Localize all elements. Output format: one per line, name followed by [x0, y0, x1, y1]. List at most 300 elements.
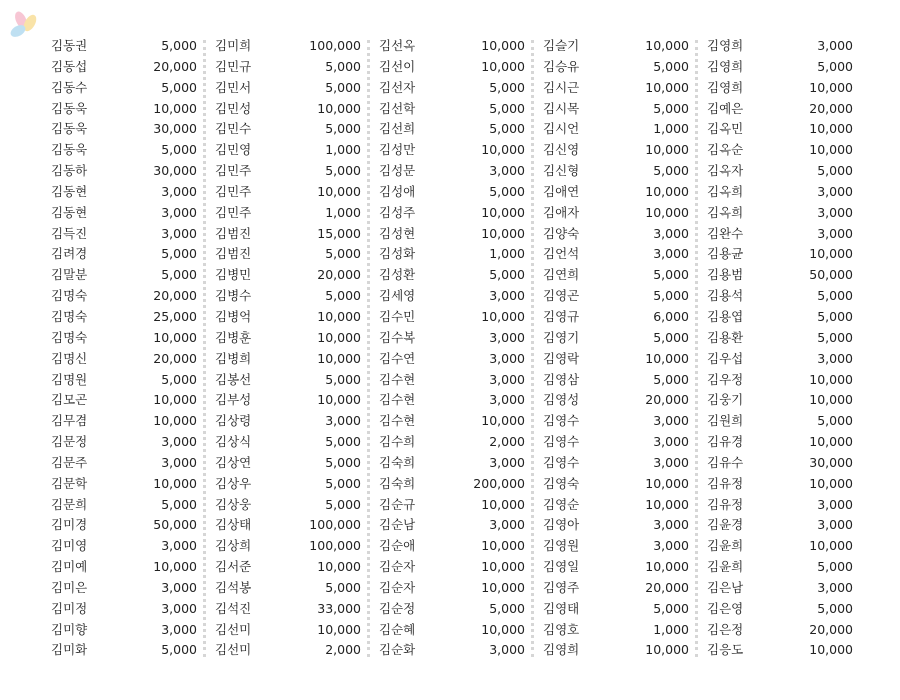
- donor-row: [370, 349, 534, 370]
- donor-name: 김수희: [379, 434, 416, 450]
- donation-amount: 10,000: [809, 434, 853, 450]
- donor-row: [534, 265, 698, 286]
- donation-amount: 10,000: [153, 100, 197, 116]
- donation-amount: 2,000: [489, 434, 525, 450]
- donation-amount: 25,000: [153, 308, 197, 324]
- donor-name: 김영호: [543, 621, 580, 637]
- donor-row: [534, 78, 698, 99]
- donor-row: [206, 161, 370, 182]
- donor-row: [42, 557, 206, 578]
- donation-amount: 5,000: [489, 100, 525, 116]
- donor-row: [42, 57, 206, 78]
- donor-row: [370, 599, 534, 620]
- donor-row: [534, 349, 698, 370]
- donor-name: 김성애: [379, 183, 416, 199]
- donation-amount: 3,000: [161, 600, 197, 616]
- donation-amount: 20,000: [645, 392, 689, 408]
- donor-row: [42, 432, 206, 453]
- donation-amount: 10,000: [317, 329, 361, 345]
- donor-name: 김영수: [543, 434, 580, 450]
- donor-name: 김득진: [51, 225, 88, 241]
- donor-name: 김민서: [215, 79, 252, 95]
- donation-amount: 100,000: [309, 517, 361, 533]
- donor-row: [698, 224, 862, 245]
- donor-name: 김병수: [215, 288, 252, 304]
- donation-amount: 20,000: [153, 288, 197, 304]
- donor-name: 김성환: [379, 267, 416, 283]
- donation-amount: 10,000: [809, 79, 853, 95]
- donor-name: 김우섭: [707, 350, 744, 366]
- donor-name: 김윤희: [707, 538, 744, 554]
- donor-row: [42, 286, 206, 307]
- donation-amount: 10,000: [809, 371, 853, 387]
- donation-amount: 3,000: [489, 517, 525, 533]
- donor-name: 김봉선: [215, 371, 252, 387]
- donation-amount: 3,000: [489, 163, 525, 179]
- donation-amount: 20,000: [317, 267, 361, 283]
- donor-row: [370, 182, 534, 203]
- donation-amount: 5,000: [817, 58, 853, 74]
- donor-name: 김동하: [51, 163, 88, 179]
- donor-name: 김예은: [707, 100, 744, 116]
- donor-name: 김선이: [379, 58, 416, 74]
- donation-amount: 3,000: [653, 454, 689, 470]
- donor-row: [370, 640, 534, 661]
- donor-name: 김상령: [215, 413, 252, 429]
- donor-name: 김영희: [707, 58, 744, 74]
- donation-amount: 5,000: [817, 559, 853, 575]
- donor-name: 김영원: [543, 538, 580, 554]
- donation-amount: 10,000: [809, 538, 853, 554]
- donor-row: [206, 78, 370, 99]
- donor-row: [206, 495, 370, 516]
- donation-amount: 30,000: [153, 163, 197, 179]
- donation-amount: 10,000: [809, 392, 853, 408]
- donation-amount: 5,000: [817, 308, 853, 324]
- donation-amount: 10,000: [153, 475, 197, 491]
- donation-amount: 1,000: [489, 246, 525, 262]
- donor-row: [206, 515, 370, 536]
- donor-row: [42, 349, 206, 370]
- donation-amount: 50,000: [809, 267, 853, 283]
- donation-amount: 20,000: [809, 621, 853, 637]
- donation-amount: 3,000: [161, 538, 197, 554]
- donation-amount: 10,000: [317, 183, 361, 199]
- donor-row: [534, 286, 698, 307]
- donation-amount: 10,000: [153, 413, 197, 429]
- donor-name: 김옥순: [707, 142, 744, 158]
- donor-name: 김영곤: [543, 288, 580, 304]
- donor-row: [206, 265, 370, 286]
- donation-amount: 5,000: [161, 371, 197, 387]
- donor-row: [206, 390, 370, 411]
- donation-amount: 5,000: [161, 496, 197, 512]
- donor-name: 김영삼: [543, 371, 580, 387]
- donation-amount: 1,000: [653, 621, 689, 637]
- donor-row: [42, 182, 206, 203]
- donor-row: [206, 536, 370, 557]
- donation-amount: 3,000: [489, 329, 525, 345]
- donor-name: 김영희: [707, 79, 744, 95]
- donation-amount: 5,000: [325, 454, 361, 470]
- donation-amount: 10,000: [809, 246, 853, 262]
- donation-amount: 10,000: [645, 559, 689, 575]
- donor-row: [534, 515, 698, 536]
- donor-row: [206, 557, 370, 578]
- donor-row: [370, 578, 534, 599]
- donation-amount: 100,000: [309, 538, 361, 554]
- donor-name: 김병훈: [215, 329, 252, 345]
- donor-name: 김완수: [707, 225, 744, 241]
- donor-row: [534, 411, 698, 432]
- donor-name: 김민주: [215, 163, 252, 179]
- donor-column: [698, 36, 862, 661]
- donation-amount: 5,000: [325, 371, 361, 387]
- donor-name: 김용엽: [707, 308, 744, 324]
- donor-name: 김순정: [379, 600, 416, 616]
- donor-row: [206, 244, 370, 265]
- donation-amount: 5,000: [325, 163, 361, 179]
- donor-name: 김유정: [707, 496, 744, 512]
- donation-amount: 10,000: [153, 392, 197, 408]
- donor-name: 김상연: [215, 454, 252, 470]
- donation-amount: 5,000: [653, 288, 689, 304]
- donor-row: [698, 557, 862, 578]
- donor-name: 김은남: [707, 579, 744, 595]
- donor-row: [534, 244, 698, 265]
- donation-amount: 5,000: [161, 79, 197, 95]
- donor-row: [534, 57, 698, 78]
- donor-name: 김명숙: [51, 288, 88, 304]
- donor-name: 김옥희: [707, 183, 744, 199]
- donation-amount: 3,000: [161, 621, 197, 637]
- donor-row: [698, 536, 862, 557]
- donor-name: 김영성: [543, 392, 580, 408]
- donor-name: 김선미: [215, 642, 252, 658]
- donor-name: 김선희: [379, 121, 416, 137]
- donor-name: 김범진: [215, 246, 252, 262]
- donor-name: 김시언: [543, 121, 580, 137]
- donor-row: [534, 453, 698, 474]
- donor-row: [42, 453, 206, 474]
- donation-amount: 10,000: [481, 496, 525, 512]
- donor-name: 김미희: [215, 38, 252, 53]
- donor-name: 김동욱: [51, 121, 88, 137]
- donation-amount: 1,000: [325, 142, 361, 158]
- donor-name: 김선자: [379, 79, 416, 95]
- donation-amount: 10,000: [645, 79, 689, 95]
- donation-amount: 10,000: [481, 38, 525, 53]
- donor-row: [370, 57, 534, 78]
- donor-name: 김수복: [379, 329, 416, 345]
- donation-amount: 20,000: [809, 100, 853, 116]
- donor-name: 김영희: [543, 642, 580, 658]
- donor-row: [698, 265, 862, 286]
- donor-row: [42, 161, 206, 182]
- donor-row: [370, 224, 534, 245]
- donor-name: 김영아: [543, 517, 580, 533]
- donor-name: 김용석: [707, 288, 744, 304]
- donor-row: [534, 161, 698, 182]
- donor-name: 김동섭: [51, 58, 88, 74]
- donor-row: [534, 99, 698, 120]
- donor-row: [206, 411, 370, 432]
- donor-row: [534, 432, 698, 453]
- donor-row: [534, 182, 698, 203]
- donor-row: [370, 453, 534, 474]
- donation-amount: 5,000: [489, 183, 525, 199]
- donation-amount: 10,000: [481, 538, 525, 554]
- donation-amount: 3,000: [817, 225, 853, 241]
- donor-row: [206, 349, 370, 370]
- donor-name: 김숙희: [379, 475, 416, 491]
- donor-name: 김민수: [215, 121, 252, 137]
- donor-name: 김말분: [51, 267, 88, 283]
- donation-amount: 3,000: [489, 642, 525, 658]
- donation-amount: 10,000: [645, 350, 689, 366]
- donor-row: [370, 620, 534, 641]
- donor-row: [698, 515, 862, 536]
- donor-name: 김윤희: [707, 559, 744, 575]
- donor-row: [698, 161, 862, 182]
- donor-name: 김동수: [51, 79, 88, 95]
- donor-row: [698, 370, 862, 391]
- donor-name: 김유경: [707, 434, 744, 450]
- donor-name: 김유수: [707, 454, 744, 470]
- donor-row: [370, 161, 534, 182]
- donor-name: 김동권: [51, 38, 88, 53]
- donation-amount: 5,000: [161, 642, 197, 658]
- donor-row: [42, 515, 206, 536]
- donation-amount: 10,000: [317, 350, 361, 366]
- donor-name: 김순규: [379, 496, 416, 512]
- donor-column: [370, 36, 534, 661]
- donation-amount: 5,000: [653, 100, 689, 116]
- donation-amount: 10,000: [645, 475, 689, 491]
- donor-row: [698, 99, 862, 120]
- donor-row: [698, 57, 862, 78]
- donor-row: [698, 328, 862, 349]
- donor-name: 김시근: [543, 79, 580, 95]
- donor-row: [206, 224, 370, 245]
- donor-name: 김옥민: [707, 121, 744, 137]
- donor-name: 김문정: [51, 434, 88, 450]
- donor-row: [698, 140, 862, 161]
- donor-row: [42, 640, 206, 661]
- donor-row: [206, 620, 370, 641]
- donor-name: 김웅기: [707, 392, 744, 408]
- donor-row: [42, 390, 206, 411]
- donor-name: 김상웅: [215, 496, 252, 512]
- donor-row: [370, 99, 534, 120]
- donor-row: [370, 432, 534, 453]
- donor-name: 김석봉: [215, 579, 252, 595]
- donor-name: 김서준: [215, 559, 252, 575]
- donor-name: 김연희: [543, 267, 580, 283]
- donor-name: 김양숙: [543, 225, 580, 241]
- donation-amount: 3,000: [325, 413, 361, 429]
- donor-row: [370, 286, 534, 307]
- donor-row: [534, 640, 698, 661]
- donor-row: [534, 578, 698, 599]
- donor-row: [370, 536, 534, 557]
- donation-amount: 6,000: [653, 308, 689, 324]
- donation-amount: 3,000: [489, 454, 525, 470]
- donor-name: 김민주: [215, 183, 252, 199]
- donation-amount: 3,000: [817, 204, 853, 220]
- donor-row: [370, 328, 534, 349]
- donor-row: [42, 36, 206, 57]
- donation-amount: 10,000: [317, 100, 361, 116]
- donor-row: [534, 557, 698, 578]
- donor-row: [206, 307, 370, 328]
- donation-amount: 5,000: [653, 267, 689, 283]
- donor-row: [370, 474, 534, 495]
- donor-name: 김세영: [379, 288, 416, 304]
- donation-amount: 5,000: [325, 79, 361, 95]
- donor-name: 김명숙: [51, 329, 88, 345]
- donor-name: 김모곤: [51, 392, 88, 408]
- donor-name: 김미향: [51, 621, 88, 637]
- donor-row: [370, 78, 534, 99]
- donor-name: 김수현: [379, 392, 416, 408]
- donor-row: [42, 328, 206, 349]
- donor-name: 김병희: [215, 350, 252, 366]
- donation-amount: 3,000: [161, 204, 197, 220]
- donor-row: [42, 99, 206, 120]
- donor-row: [206, 474, 370, 495]
- donation-amount: 5,000: [325, 58, 361, 74]
- donor-name: 김문학: [51, 475, 88, 491]
- donor-name: 김우정: [707, 371, 744, 387]
- donor-name: 김용환: [707, 329, 744, 345]
- donor-name: 김시목: [543, 100, 580, 116]
- donor-row: [42, 140, 206, 161]
- donor-row: [698, 119, 862, 140]
- donation-amount: 3,000: [653, 413, 689, 429]
- donor-row: [206, 203, 370, 224]
- donation-amount: 3,000: [817, 183, 853, 199]
- donor-name: 김동욱: [51, 100, 88, 116]
- donor-row: [534, 390, 698, 411]
- donor-row: [698, 495, 862, 516]
- donation-amount: 30,000: [153, 121, 197, 137]
- donation-amount: 3,000: [817, 579, 853, 595]
- donor-name: 김순화: [379, 642, 416, 658]
- donor-name: 김영순: [543, 496, 580, 512]
- donation-amount: 10,000: [317, 392, 361, 408]
- donor-row: [698, 578, 862, 599]
- donation-amount: 3,000: [489, 288, 525, 304]
- donor-row: [534, 474, 698, 495]
- donor-name: 김상태: [215, 517, 252, 533]
- donor-name: 김민성: [215, 100, 252, 116]
- donation-amount: 10,000: [481, 58, 525, 74]
- donation-amount: 3,000: [653, 246, 689, 262]
- donation-amount: 2,000: [325, 642, 361, 658]
- donor-name: 김려경: [51, 246, 88, 262]
- donor-row: [698, 390, 862, 411]
- donor-name: 김영숙: [543, 475, 580, 491]
- donation-amount: 10,000: [645, 204, 689, 220]
- donor-name: 김수현: [379, 413, 416, 429]
- donor-row: [370, 140, 534, 161]
- donor-row: [370, 244, 534, 265]
- donor-name: 김원희: [707, 413, 744, 429]
- donor-row: [206, 182, 370, 203]
- donor-name: 김은영: [707, 600, 744, 616]
- donation-amount: 10,000: [317, 559, 361, 575]
- donor-row: [534, 370, 698, 391]
- donation-amount: 5,000: [325, 496, 361, 512]
- donor-row: [370, 370, 534, 391]
- donor-name: 김명원: [51, 371, 88, 387]
- donation-amount: 3,000: [653, 225, 689, 241]
- donor-row: [534, 536, 698, 557]
- donor-name: 김윤경: [707, 517, 744, 533]
- donor-name: 김영수: [543, 413, 580, 429]
- donation-amount: 3,000: [817, 517, 853, 533]
- donor-name: 김범진: [215, 225, 252, 241]
- donation-amount: 5,000: [489, 600, 525, 616]
- donor-name: 김선미: [215, 621, 252, 637]
- donor-row: [42, 224, 206, 245]
- donor-row: [42, 578, 206, 599]
- donation-amount: 5,000: [489, 267, 525, 283]
- donor-name: 김슬기: [543, 38, 580, 53]
- donor-row: [206, 453, 370, 474]
- donor-name: 김용범: [707, 267, 744, 283]
- donation-amount: 10,000: [645, 642, 689, 658]
- donor-row: [206, 370, 370, 391]
- donor-row: [370, 515, 534, 536]
- donor-name: 김병억: [215, 308, 252, 324]
- donation-amount: 5,000: [653, 163, 689, 179]
- donor-column: [534, 36, 698, 661]
- donor-row: [206, 328, 370, 349]
- donor-name: 김순혜: [379, 621, 416, 637]
- donation-amount: 10,000: [481, 308, 525, 324]
- donor-name: 김동현: [51, 183, 88, 199]
- donor-row: [370, 119, 534, 140]
- donor-name: 김민영: [215, 142, 252, 158]
- donor-row: [698, 286, 862, 307]
- donation-amount: 3,000: [817, 496, 853, 512]
- donor-name: 김애연: [543, 183, 580, 199]
- donor-row: [42, 78, 206, 99]
- donation-amount: 5,000: [489, 121, 525, 137]
- donation-amount: 3,000: [161, 183, 197, 199]
- donation-amount: 10,000: [153, 559, 197, 575]
- donation-amount: 3,000: [489, 350, 525, 366]
- donor-name: 김신영: [543, 142, 580, 158]
- donation-amount: 5,000: [161, 38, 197, 53]
- donation-amount: 1,000: [653, 121, 689, 137]
- donation-amount: 10,000: [153, 329, 197, 345]
- donor-row: [370, 411, 534, 432]
- donor-row: [534, 140, 698, 161]
- donor-name: 김동현: [51, 204, 88, 220]
- donor-name: 김숙희: [379, 454, 416, 470]
- donation-amount: 3,000: [817, 38, 853, 53]
- donor-name: 김수현: [379, 371, 416, 387]
- donor-row: [370, 36, 534, 57]
- donation-amount: 200,000: [473, 475, 525, 491]
- donor-row: [534, 203, 698, 224]
- donor-row: [206, 599, 370, 620]
- donation-amount: 3,000: [489, 392, 525, 408]
- donor-row: [42, 203, 206, 224]
